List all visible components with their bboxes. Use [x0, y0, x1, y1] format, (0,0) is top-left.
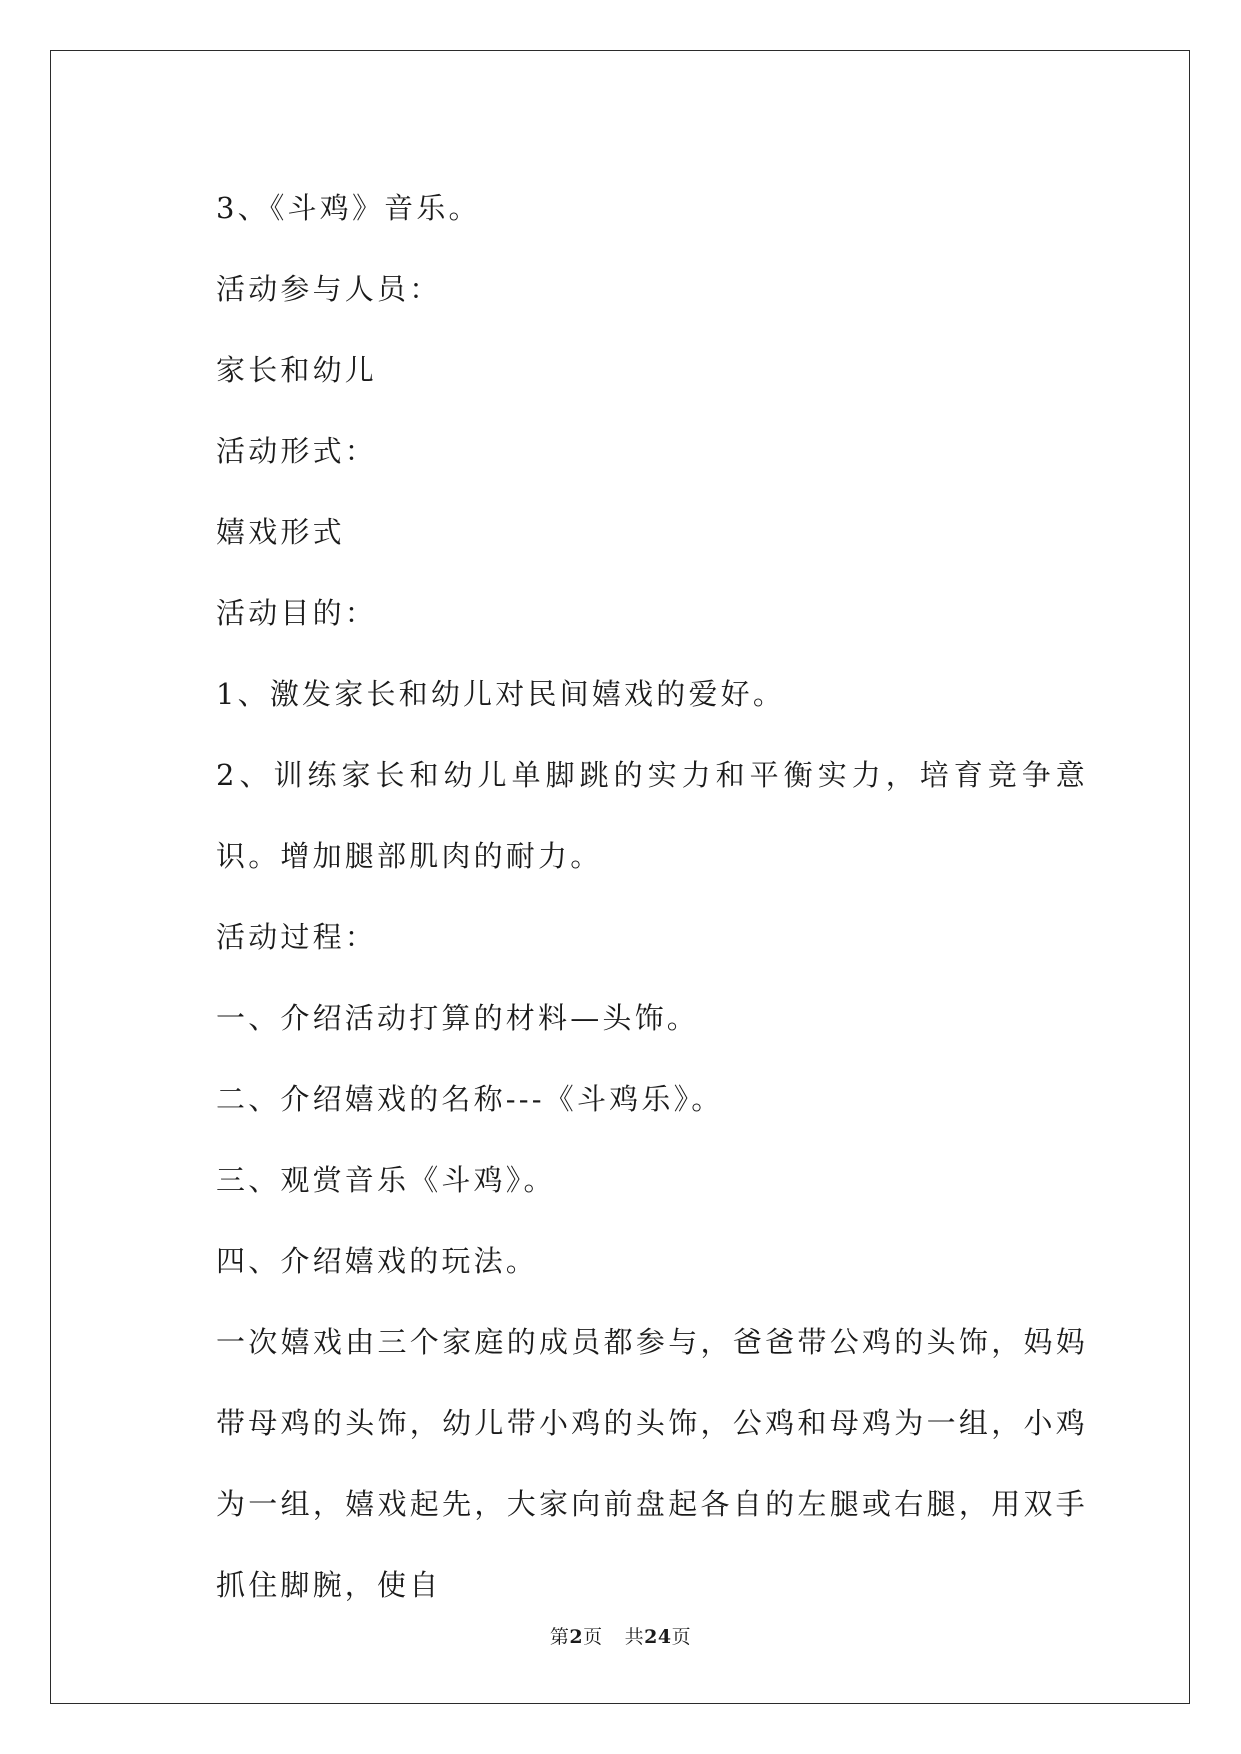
footer-total-pages: 24 — [644, 1626, 672, 1648]
document-body — [153, 168, 1088, 1626]
paragraph-process-heading: 活动过程： — [216, 920, 378, 954]
paragraph-step-4: 四、介绍嬉戏的玩法。 — [216, 1244, 539, 1278]
paragraph-rules: 一次嬉戏由三个家庭的成员都参与，爸爸带公鸡的头饰，妈妈带母鸡的头饰，幼儿带小鸡的头饰，公鸡和母鸡为一组，小鸡为一组，嬉戏起先，大家向前盘起各自的左腿或右腿，用双手抓住脚腕，使自 — [216, 1325, 1088, 1602]
paragraph-step-2: 二、介绍嬉戏的名称---《斗鸡乐》。 — [216, 1082, 724, 1116]
paragraph-music: 3、《斗鸡》音乐。 — [216, 191, 481, 225]
footer-total-suffix: 页 — [671, 1626, 692, 1648]
footer-prefix: 第 — [549, 1626, 570, 1648]
paragraph-participants-heading: 活动参与人员： — [216, 272, 442, 306]
footer-page-number: 2 — [569, 1626, 584, 1648]
paragraph-goal-1: 1、激发家长和幼儿对民间嬉戏的爱好。 — [216, 677, 786, 711]
paragraph-participants: 家长和幼儿 — [216, 353, 378, 387]
paragraph-goal-2: 2、训练家长和幼儿单脚跳的实力和平衡实力，培育竞争意识。增加腿部肌肉的耐力。 — [216, 758, 1088, 873]
paragraph-form: 嬉戏形式 — [216, 515, 345, 549]
paragraph-goal-heading: 活动目的： — [216, 596, 378, 630]
paragraph-step-1: 一、介绍活动打算的材料—头饰。 — [216, 1001, 700, 1035]
footer-page-suffix: 页 — [583, 1626, 603, 1648]
footer-total-prefix: 共 — [624, 1626, 645, 1648]
paragraph-form-heading: 活动形式： — [216, 434, 378, 468]
paragraph-step-3: 三、观赏音乐《斗鸡》。 — [216, 1163, 556, 1197]
page-footer — [0, 1622, 1241, 1649]
